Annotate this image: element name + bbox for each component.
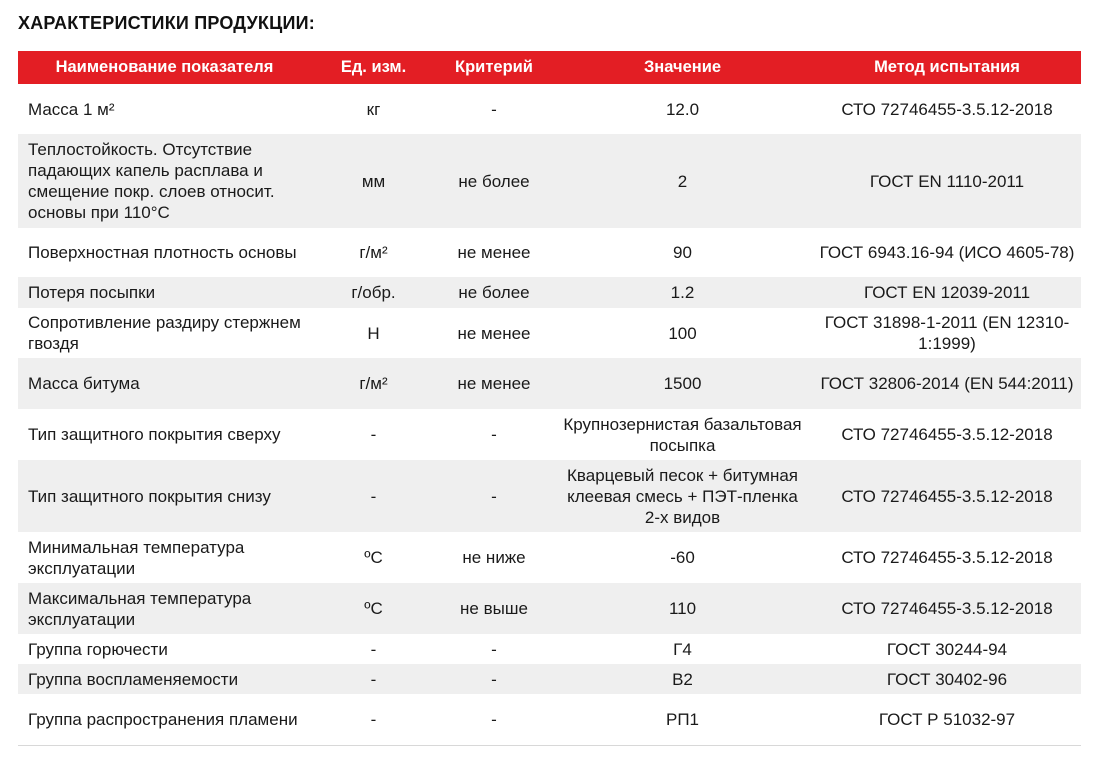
table-row — [18, 583, 1081, 634]
cell-method: СТО 72746455-3.5.12-2018 — [813, 84, 1081, 134]
cell-criterion: не менее — [436, 228, 552, 277]
table-row — [18, 409, 1081, 460]
cell-criterion: не более — [436, 277, 552, 308]
cell-value: 1.2 — [552, 277, 813, 308]
cell-value: 1500 — [552, 358, 813, 409]
cell-value: Кварцевый песок + битумная клеевая смесь + ПЭТ-пленка 2-х видов — [552, 460, 813, 532]
cell-criterion: - — [436, 694, 552, 745]
table-row — [18, 532, 1081, 583]
cell-unit: - — [311, 460, 436, 532]
column-header-method: Метод испытания — [813, 51, 1081, 84]
cell-name: Тип защитного покрытия сверху — [18, 409, 311, 460]
cell-value: 90 — [552, 228, 813, 277]
cell-criterion: не более — [436, 134, 552, 228]
cell-unit: ºС — [311, 583, 436, 634]
cell-value: 100 — [552, 308, 813, 358]
cell-unit: - — [311, 409, 436, 460]
cell-value: 2 — [552, 134, 813, 228]
column-header-criterion: Критерий — [436, 51, 552, 84]
cell-unit: - — [311, 694, 436, 745]
cell-name: Поверхностная плотность основы — [18, 228, 311, 277]
cell-method: ГОСТ 30244-94 — [813, 634, 1081, 664]
cell-value: Г4 — [552, 634, 813, 664]
table-row — [18, 664, 1081, 694]
cell-unit: кг — [311, 84, 436, 134]
cell-name: Группа горючести — [18, 634, 311, 664]
cell-method: ГОСТ 6943.16-94 (ИСО 4605-78) — [813, 228, 1081, 277]
table-row — [18, 460, 1081, 532]
cell-method: ГОСТ Р 51032-97 — [813, 694, 1081, 745]
cell-method: ГОСТ 30402-96 — [813, 664, 1081, 694]
table-row — [18, 694, 1081, 745]
cell-criterion: не менее — [436, 308, 552, 358]
cell-name: Тип защитного покрытия снизу — [18, 460, 311, 532]
cell-value: -60 — [552, 532, 813, 583]
cell-criterion: не выше — [436, 583, 552, 634]
cell-unit: г/обр. — [311, 277, 436, 308]
page-title: ХАРАКТЕРИСТИКИ ПРОДУКЦИИ: — [18, 13, 315, 33]
cell-criterion: - — [436, 634, 552, 664]
cell-criterion: - — [436, 84, 552, 134]
table-row — [18, 134, 1081, 228]
cell-unit: мм — [311, 134, 436, 228]
table-row — [18, 358, 1081, 409]
cell-method: СТО 72746455-3.5.12-2018 — [813, 460, 1081, 532]
table-row — [18, 634, 1081, 664]
cell-name: Масса битума — [18, 358, 311, 409]
cell-unit: Н — [311, 308, 436, 358]
cell-name: Группа воспламеняемости — [18, 664, 311, 694]
cell-name: Масса 1 м² — [18, 84, 311, 134]
column-header-value: Значение — [552, 51, 813, 84]
cell-value: Крупнозернистая базальтовая посыпка — [552, 409, 813, 460]
cell-unit: г/м² — [311, 228, 436, 277]
cell-name: Минимальная температура эксплуатации — [18, 532, 311, 583]
cell-value: 12.0 — [552, 84, 813, 134]
cell-method: ГОСТ 32806-2014 (EN 544:2011) — [813, 358, 1081, 409]
cell-unit: г/м² — [311, 358, 436, 409]
column-header-name: Наименование показателя — [18, 51, 311, 84]
cell-method: ГОСТ 31898-1-2011 (EN 12310-1:1999) — [813, 308, 1081, 358]
cell-method: СТО 72746455-3.5.12-2018 — [813, 583, 1081, 634]
cell-criterion: - — [436, 664, 552, 694]
cell-method: СТО 72746455-3.5.12-2018 — [813, 532, 1081, 583]
cell-method: ГОСТ EN 12039-2011 — [813, 277, 1081, 308]
cell-name: Сопротивление раздиру стержнем гвоздя — [18, 308, 311, 358]
cell-unit: - — [311, 664, 436, 694]
cell-unit: - — [311, 634, 436, 664]
cell-unit: ºС — [311, 532, 436, 583]
table-header-row — [18, 51, 1081, 84]
table-row — [18, 308, 1081, 358]
cell-method: СТО 72746455-3.5.12-2018 — [813, 409, 1081, 460]
cell-name: Теплостойкость. Отсутствие падающих капель расплава и смещение покр. слоев относит. основы при 110°С — [18, 134, 311, 228]
cell-criterion: не ниже — [436, 532, 552, 583]
cell-name: Потеря посыпки — [18, 277, 311, 308]
column-header-unit: Ед. изм. — [311, 51, 436, 84]
cell-name: Группа распространения пламени — [18, 694, 311, 745]
cell-name: Максимальная температура эксплуатации — [18, 583, 311, 634]
cell-criterion: не менее — [436, 358, 552, 409]
cell-criterion: - — [436, 460, 552, 532]
table-row — [18, 228, 1081, 277]
cell-method: ГОСТ EN 1110-2011 — [813, 134, 1081, 228]
table-row — [18, 277, 1081, 308]
cell-value: РП1 — [552, 694, 813, 745]
cell-value: 110 — [552, 583, 813, 634]
cell-value: В2 — [552, 664, 813, 694]
characteristics-table — [18, 51, 1081, 746]
cell-criterion: - — [436, 409, 552, 460]
table-row — [18, 84, 1081, 134]
